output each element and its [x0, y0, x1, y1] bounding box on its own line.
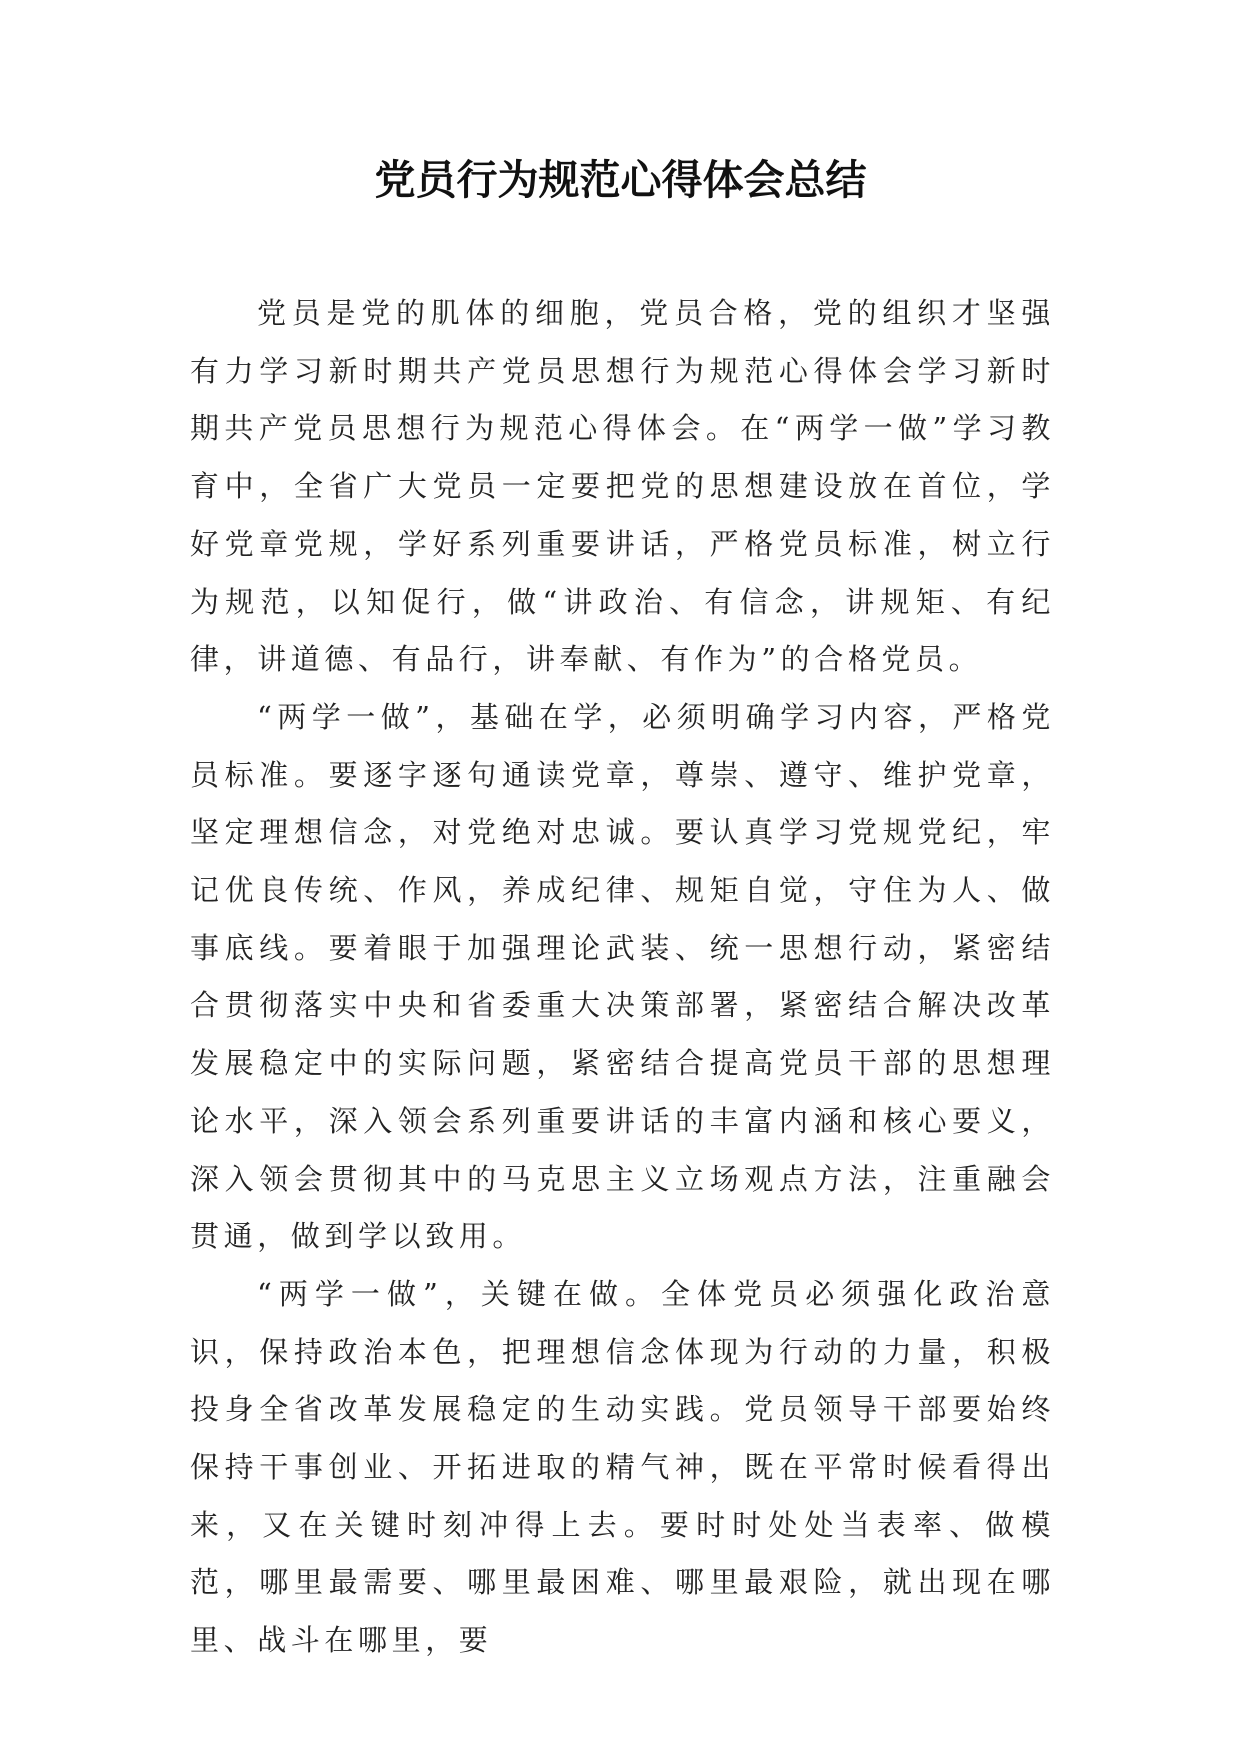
document-title: 党员行为规范心得体会总结: [374, 156, 867, 204]
paragraph-3: “两学一做”，关键在做。全体党员必须强化政治意识，保持政治本色，把理想信念体现为行动的力量，积极投身全省改革发展稳定的生动实践。党员领导干部要始终保持干事创业、开拓进取的精气神，既在平常时候看得出来，又在关键时刻冲得上去。要时时处处当表率、做模范，哪里最需要、哪里最困难、哪里最艰险，就出现在哪里、战斗在哪里，要: [190, 1276, 1055, 1658]
paragraph-1: 党员是党的肌体的细胞，党员合格，党的组织才坚强有力学习新时期共产党员思想行为规范心得体会学习新时期共产党员思想行为规范心得体会。在“两学一做”学习教育中，全省广大党员一定要把党的思想建设放在首位，学好党章党规，学好系列重要讲话，严格党员标准，树立行为规范，以知促行，做“讲政治、有信念，讲规矩、有纪律，讲道德、有品行，讲奉献、有作为”的合格党员。: [190, 296, 1055, 677]
paragraph-2: “两学一做”，基础在学，必须明确学习内容，严格党员标准。要逐字逐句通读党章，尊崇、遵守、维护党章，坚定理想信念，对党绝对忠诚。要认真学习党规党纪，牢记优良传统、作风，养成纪律、规矩自觉，守住为人、做事底线。要着眼于加强理论武装、统一思想行动，紧密结合贯彻落实中央和省委重大决策部署，紧密结合解决改革发展稳定中的实际问题，紧密结合提高党员干部的思想理论水平，深入领会系列重要讲话的丰富内涵和核心要义，深入领会贯彻其中的马克思主义立场观点方法，注重融会贯通，做到学以致用。: [190, 699, 1055, 1254]
document-body: [190, 285, 1055, 1670]
